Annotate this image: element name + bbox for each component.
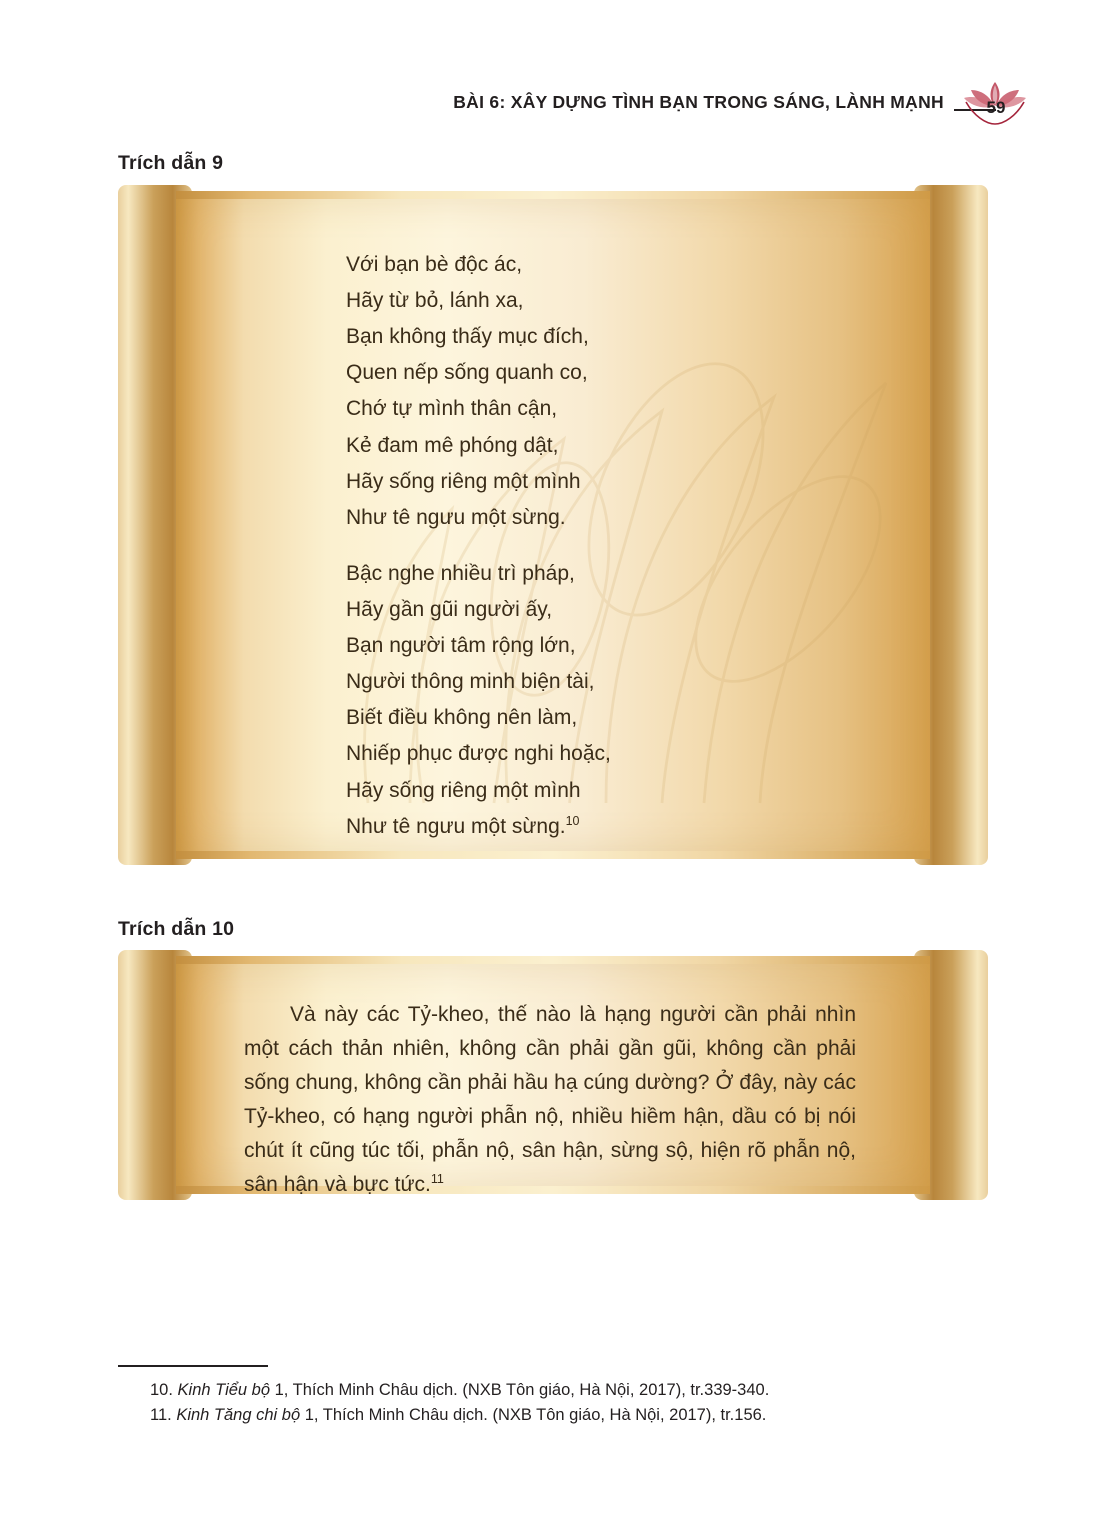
quote-paragraph — [216, 998, 890, 1202]
verse-line: Người thông minh biện tài, — [346, 670, 595, 694]
footnote-title: Kinh Tiểu bộ — [177, 1380, 271, 1399]
footnote-rest: 1, Thích Minh Châu dịch. (NXB Tôn giáo, Hà Nội, 2017), tr.156. — [300, 1406, 767, 1425]
scroll-text-9 — [176, 199, 930, 851]
scroll-panel-9 — [118, 185, 988, 865]
verse-line: Bạn người tâm rộng lớn, — [346, 634, 576, 658]
verse-line: Hãy từ bỏ, lánh xa, — [346, 289, 524, 313]
footnotes-block — [118, 1365, 988, 1429]
verse-line: Bạn không thấy mục đích, — [346, 325, 589, 349]
footnote-item — [118, 1378, 988, 1404]
scroll-text-10 — [176, 964, 930, 1197]
verse-line: Hãy sống riêng một mình — [346, 778, 581, 802]
footnote-number: 10. — [150, 1380, 173, 1399]
footnote-title: Kinh Tăng chi bộ — [176, 1406, 301, 1425]
verse-line: Nhiếp phục được nghi hoặc, — [346, 742, 611, 766]
page-header — [453, 72, 1034, 132]
footnote-item — [118, 1403, 988, 1429]
verse-line: Kẻ đam mê phóng dật, — [346, 433, 559, 457]
footnote-ref-11: 11 — [430, 1172, 444, 1187]
verse-line: Với bạn bè độc ác, — [346, 253, 523, 276]
verse-line: Bậc nghe nhiều trì pháp, — [346, 561, 575, 585]
verse-line-text: Như tê ngưu một sừng. — [346, 814, 566, 838]
verse-stanza-2 — [240, 556, 866, 845]
scroll-body-9 — [176, 199, 930, 851]
section-heading-9: Trích dẫn 9 — [118, 152, 224, 174]
quote-text: Và này các Tỷ-kheo, thế nào là hạng người cần phải nhìn một cách thản nhiên, không cần phải gần gũi, không cần phải sống chung, không cần phải hầu hạ cúng dường? Ở đây, này các Tỷ-kheo, có hạng người phẫn nộ, nhiều hiềm hận, dầu có bị nói chút ít cũng túc tối, phẫn nộ, sân hận, sừng sộ, hiện rõ phẫn nộ, sân hận và bực tức. — [244, 1003, 856, 1197]
verse-line-final — [346, 809, 866, 845]
section-heading-10: Trích dẫn 10 — [118, 918, 235, 940]
verse-line: Chớ tự mình thân cận, — [346, 397, 558, 421]
footnote-ref-10: 10 — [565, 813, 580, 828]
verse-line: Hãy gần gũi người ấy, — [346, 597, 553, 621]
verse-line: Như tê ngưu một sừng. — [346, 505, 566, 529]
footnote-divider — [118, 1365, 268, 1367]
footnote-number: 11. — [150, 1406, 172, 1425]
page-title: BÀI 6: XÂY DỰNG TÌNH BẠN TRONG SÁNG, LÀNH MẠNH — [453, 91, 944, 112]
verse-stanza-1 — [240, 247, 866, 536]
footnote-rest: 1, Thích Minh Châu dịch. (NXB Tôn giáo, Hà Nội, 2017), tr.339-340. — [270, 1380, 770, 1399]
page-number: 59 — [986, 98, 1006, 117]
verse-line: Biết điều không nên làm, — [346, 706, 578, 730]
page-number-badge — [956, 72, 1034, 132]
verse-line: Quen nếp sống quanh co, — [346, 361, 588, 385]
scroll-body-10 — [176, 964, 930, 1197]
scroll-panel-10 — [118, 950, 988, 1200]
verse-line: Hãy sống riêng một mình — [346, 469, 581, 493]
